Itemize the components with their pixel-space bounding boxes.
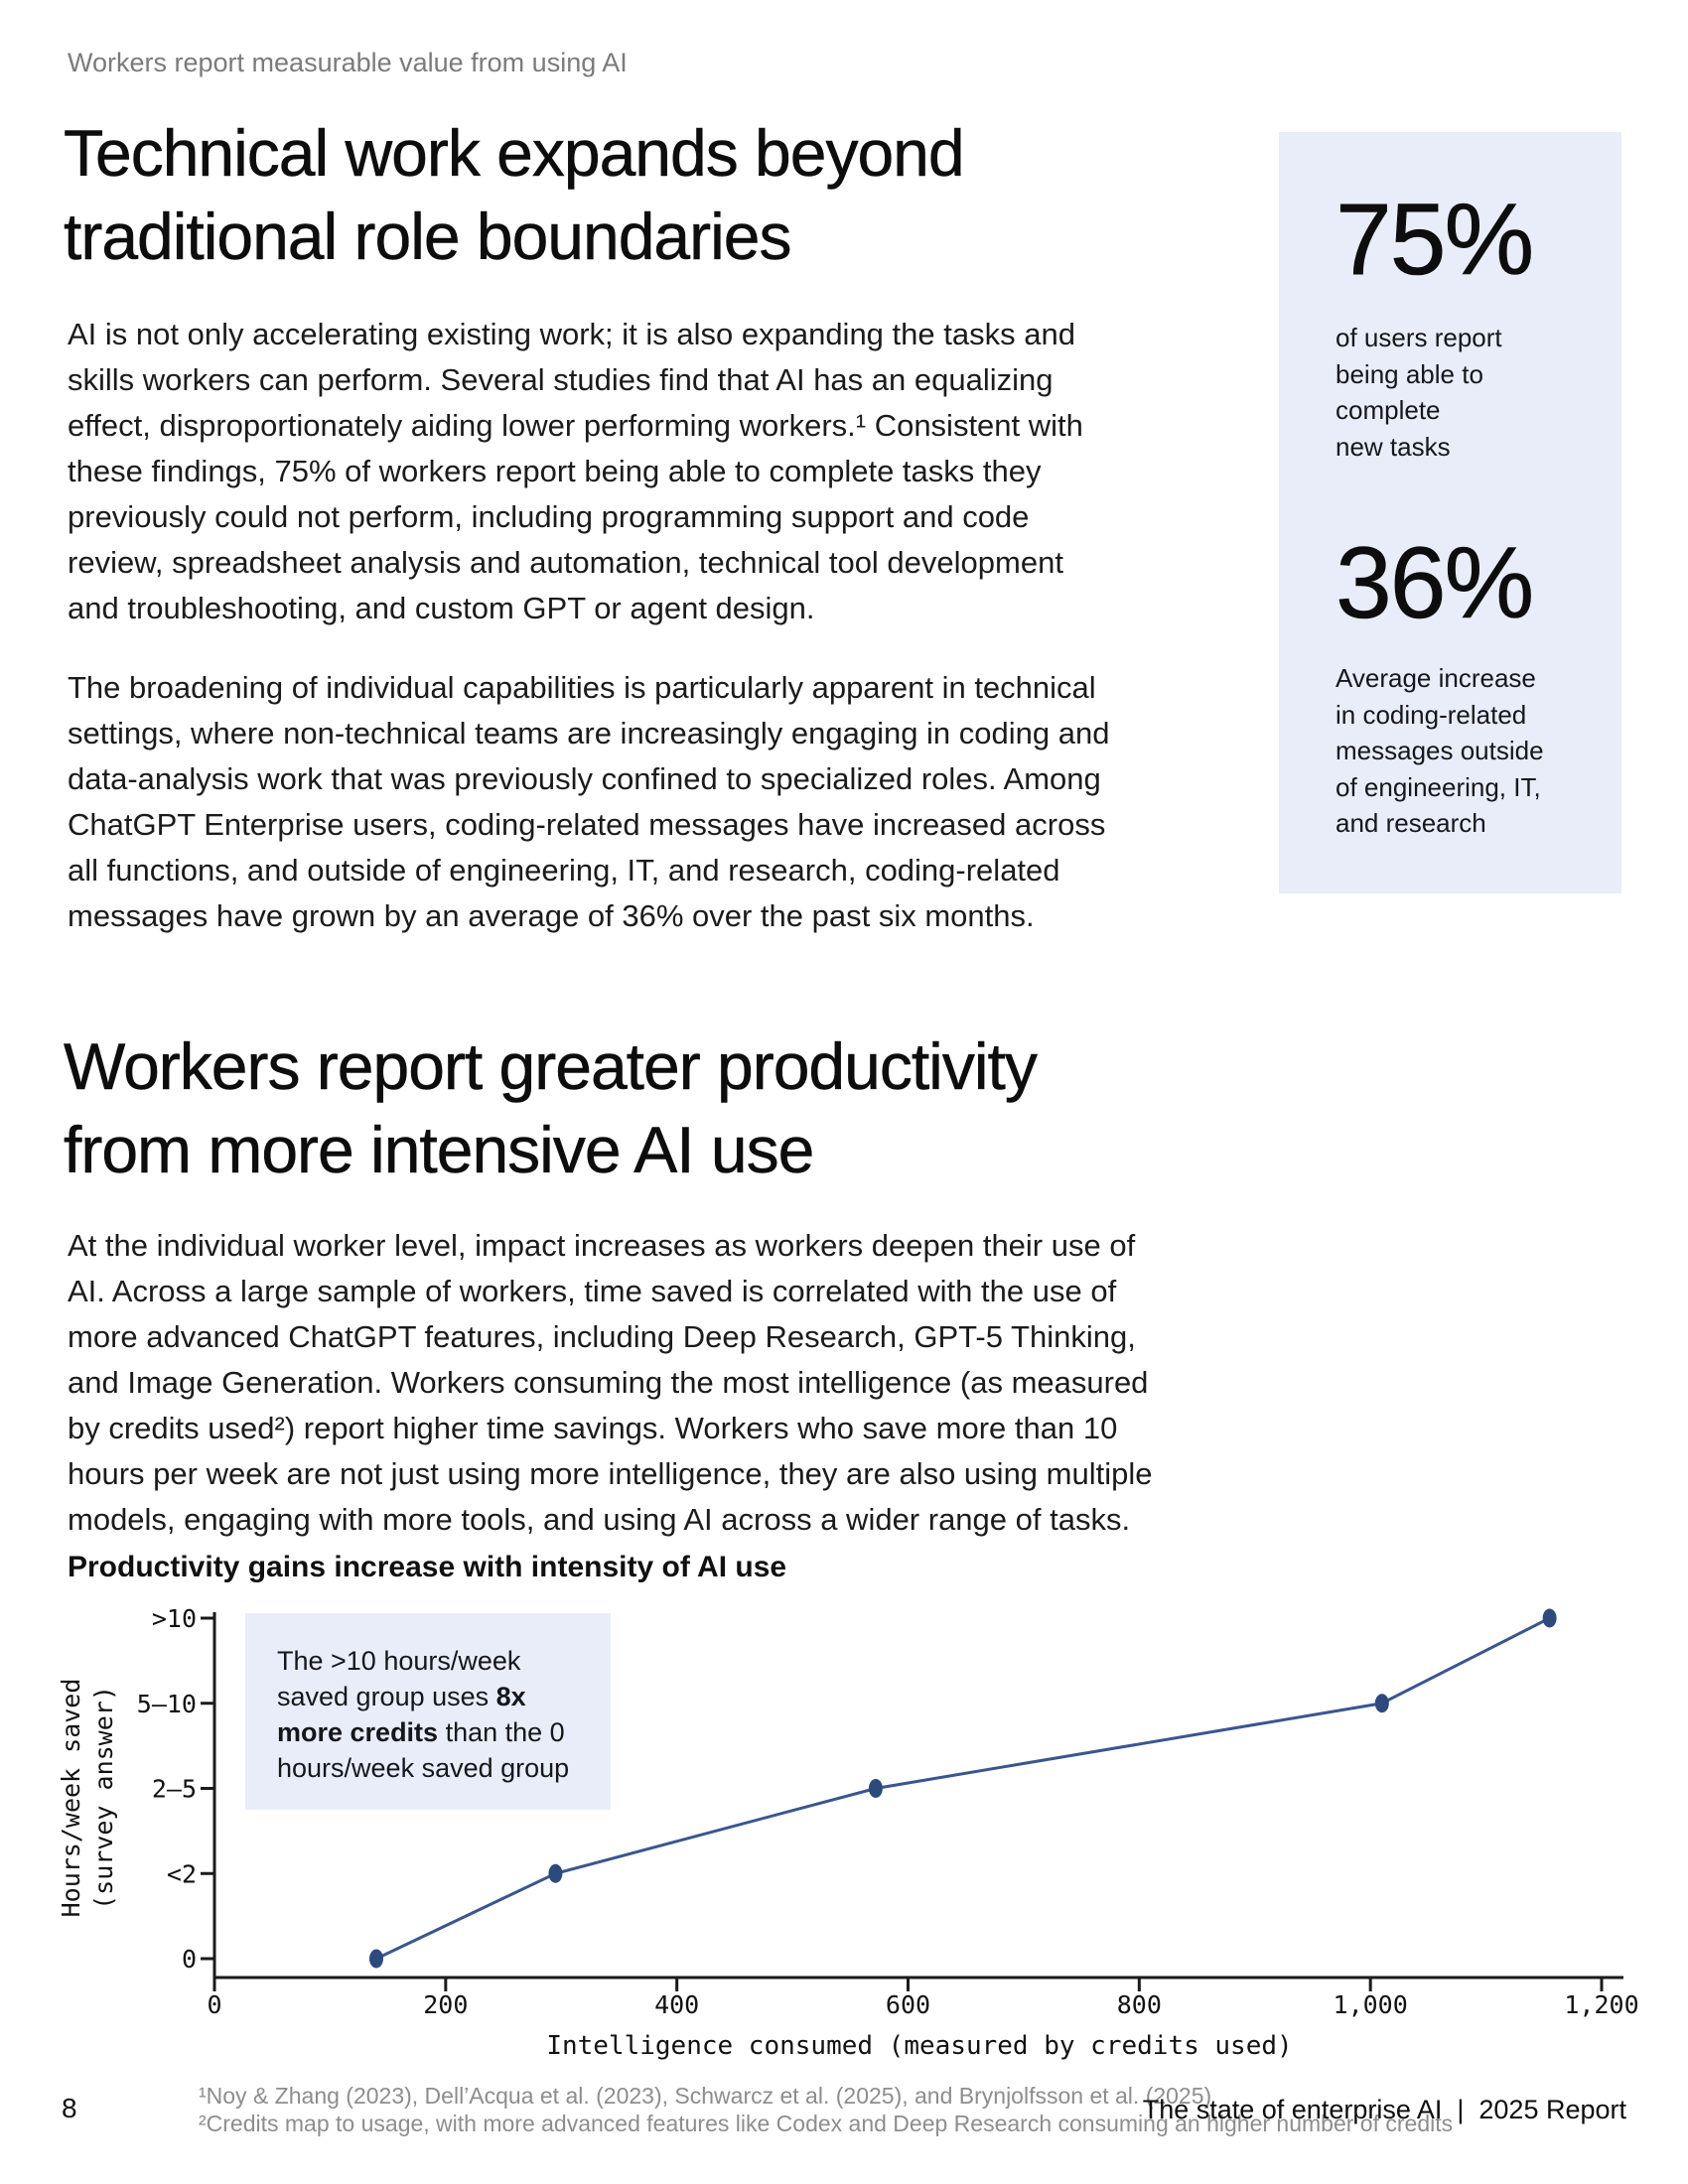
text-line: complete (1336, 395, 1441, 425)
eyebrow-label: Workers report measurable value from using AI (68, 48, 628, 77)
text-line: by credits used²) report higher time savings. Workers who save more than 10 (68, 1411, 1118, 1445)
annotation-line: more credits than the 0 (277, 1717, 565, 1747)
text-line: new tasks (1336, 431, 1451, 462)
text-line: previously could not perform, including programming support and code (68, 499, 1030, 534)
data-point (1375, 1694, 1389, 1712)
x-tick-label: 200 (423, 1990, 469, 2019)
x-tick-label: 1,000 (1333, 1990, 1408, 2019)
text-line: traditional role boundaries (64, 200, 791, 273)
footer-report-title: The state of enterprise AI | 2025 Report (1142, 2095, 1626, 2124)
x-tick-label: 600 (885, 1990, 931, 2019)
annotation-line: saved group uses 8x (277, 1682, 526, 1711)
text-line: AI. Across a large sample of workers, time saved is correlated with the use of (68, 1274, 1117, 1308)
text-line: hours per week are not just using more intelligence, they are also using multiple (68, 1456, 1153, 1491)
x-axis-label: Intelligence consumed (measured by credits used) (546, 2031, 1293, 2061)
text-line: and Image Generation. Workers consuming the most intelligence (as measured (68, 1365, 1149, 1400)
text-line: of engineering, IT, (1336, 771, 1541, 802)
x-tick-label: 400 (654, 1990, 700, 2019)
text-line: from more intensive AI use (64, 1113, 814, 1186)
chart-title: Productivity gains increase with intensity of AI use (68, 1551, 787, 1583)
text-line: At the individual worker level, impact increases as workers deepen their use of (68, 1228, 1136, 1263)
x-tick-label: 0 (207, 1990, 222, 2019)
text-line: skills workers can perform. Several studies find that AI has an equalizing (68, 362, 1054, 397)
y-axis-label: Hours/week saved (survey answer) (57, 1678, 118, 1918)
data-point (869, 1779, 883, 1798)
annotation-line: hours/week saved group (277, 1753, 570, 1783)
text-line: review, spreadsheet analysis and automation, technical tool development (68, 545, 1063, 580)
text-line: messages outside (1336, 736, 1544, 765)
text-line: these findings, 75% of workers report being able to complete tasks they (68, 454, 1042, 488)
text-line: all functions, and outside of engineering, IT, and research, coding-related (68, 853, 1060, 887)
text-line: and troubleshooting, and custom GPT or agent design. (68, 591, 815, 625)
data-point (369, 1950, 383, 1969)
x-tick-label: 1,200 (1564, 1990, 1639, 2019)
text-line: Average increase (1336, 663, 1536, 693)
text-line: more advanced ChatGPT features, including Deep Research, GPT-5 Thinking, (68, 1319, 1136, 1354)
text-line: Technical work expands beyond (64, 116, 964, 190)
stat-36-value: 36% (1336, 526, 1533, 639)
text-line: messages have grown by an average of 36% over the past six months. (68, 898, 1035, 933)
data-point (1543, 1609, 1557, 1628)
annotation-line: The >10 hours/week (277, 1646, 521, 1676)
chart-annotation-text (277, 1643, 569, 1786)
data-point (548, 1864, 562, 1883)
text-line: Workers report greater productivity (64, 1029, 1037, 1103)
text-line: and research (1336, 808, 1486, 838)
text-line: in coding-related (1336, 699, 1527, 730)
stat-75-value: 75% (1336, 183, 1533, 296)
text-line: The broadening of individual capabilities is particularly apparent in technical (68, 670, 1096, 705)
text-line: ChatGPT Enterprise users, coding-related messages have increased across (68, 807, 1106, 842)
x-tick-label: 800 (1116, 1990, 1162, 2019)
y-axis-label-wrap (40, 1616, 135, 1979)
text-line: settings, where non-technical teams are increasingly engaging in coding and (68, 716, 1110, 751)
y-tick-label: >10 (151, 1604, 197, 1633)
text-line: data-analysis work that was previously confined to specialized roles. Among (68, 761, 1101, 796)
footnote-2: ²Credits map to usage, with more advanced features like Codex and Deep Research consuming an higher number of credits (199, 2111, 1454, 2136)
y-tick-label: 2–5 (151, 1774, 197, 1804)
text-line: effect, disproportionately aiding lower performing workers.¹ Consistent with (68, 408, 1083, 443)
footnote-1: ¹Noy & Zhang (2023), Dell’Acqua et al. (2023), Schwarcz et al. (2025), and Brynjolfsson et al. (2025) (199, 2083, 1212, 2109)
text-line: models, engaging with more tools, and using AI across a wider range of tasks. (68, 1502, 1131, 1537)
text-line: being able to (1336, 358, 1483, 389)
y-tick-label: 5–10 (136, 1689, 197, 1718)
page-number: 8 (62, 2093, 77, 2123)
chart-annotation-box (245, 1613, 611, 1810)
text-line: AI is not only accelerating existing work; it is also expanding the tasks and (68, 317, 1075, 351)
y-tick-label: 0 (181, 1945, 197, 1974)
text-line: of users report (1336, 323, 1502, 352)
y-tick-label: <2 (166, 1859, 197, 1889)
